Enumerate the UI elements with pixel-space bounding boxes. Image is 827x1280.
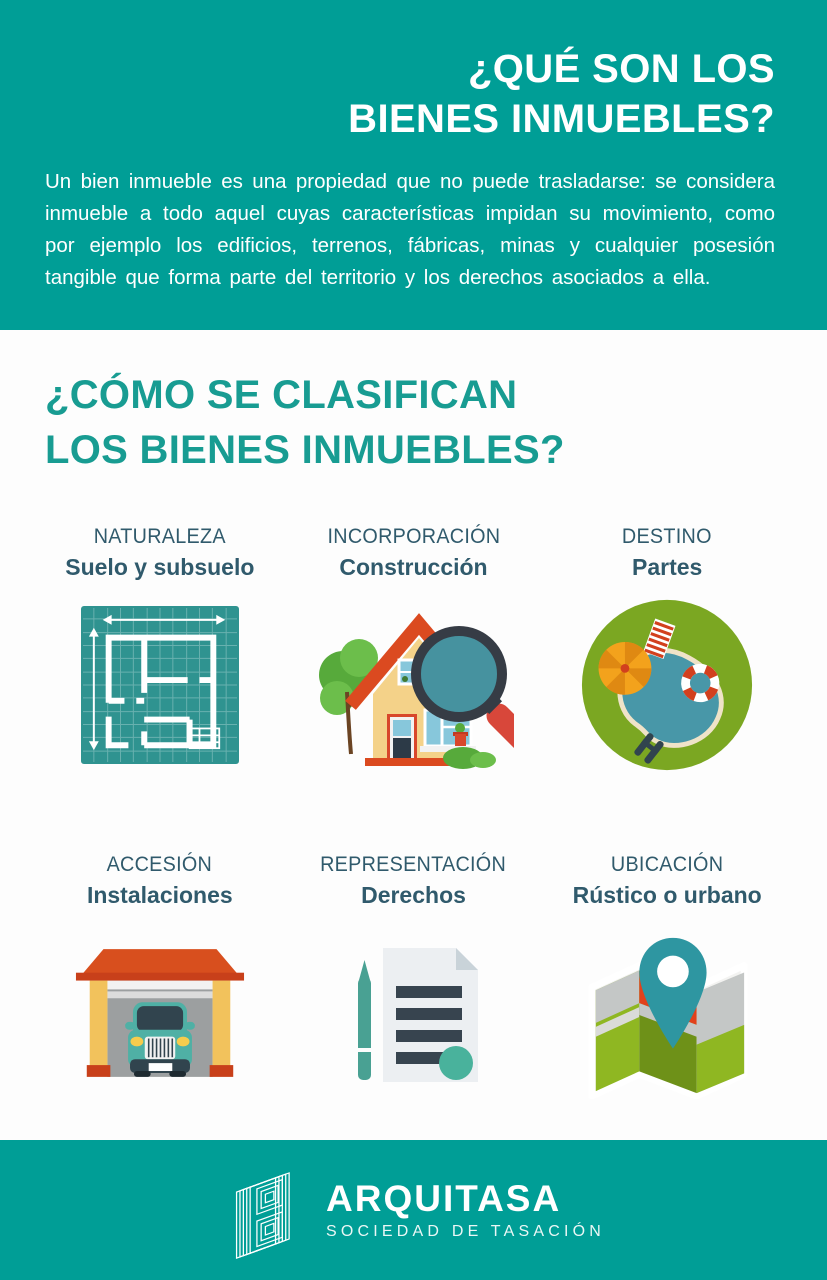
category-value: Construcción xyxy=(339,554,488,580)
deed-document-icon xyxy=(338,930,488,1095)
category-accesion xyxy=(45,852,275,1100)
category-criterion: INCORPORACIÓN xyxy=(327,524,500,548)
category-value: Instalaciones xyxy=(86,882,233,908)
icon-wrap xyxy=(579,597,755,772)
section-title-line2: LOS BIENES INMUEBLES? xyxy=(45,428,565,472)
pool-aerial-icon xyxy=(579,597,755,773)
icon-wrap xyxy=(74,925,246,1100)
classification-section xyxy=(0,330,827,1140)
footer-section xyxy=(0,1140,827,1280)
category-criterion: NATURALEZA xyxy=(93,524,226,548)
category-value: Suelo y subsuelo xyxy=(65,554,255,580)
category-criterion: REPRESENTACIÓN xyxy=(320,852,507,876)
page-title xyxy=(45,44,775,144)
header-section xyxy=(0,0,827,330)
section-title-line1: ¿CÓMO SE CLASIFICAN xyxy=(45,373,518,417)
section-title xyxy=(45,330,782,478)
icon-wrap xyxy=(81,597,239,772)
umbrella-shape xyxy=(599,641,652,694)
category-criterion: UBICACIÓN xyxy=(610,852,724,876)
category-value: Partes xyxy=(632,554,703,580)
brand-name: ARQUITASA xyxy=(326,1178,562,1219)
intro-paragraph: Un bien inmueble es una propiedad que no puede trasladarse: se considera inmueble a todo aquel cuyas características impidan su movimiento, como por ejemplo los edificios, terrenos, fábricas, minas y cualquier posesión tangible que forma parte del territorio y los derechos asociados a ella. xyxy=(45,170,775,289)
blueprint-icon xyxy=(81,605,239,765)
icon-wrap xyxy=(312,597,514,772)
category-incorporacion xyxy=(299,524,529,772)
category-grid xyxy=(45,524,782,1100)
category-criterion: DESTINO xyxy=(622,524,713,548)
icon-wrap xyxy=(338,925,488,1100)
brand-text xyxy=(326,1180,605,1240)
category-representacion xyxy=(299,852,529,1100)
garage-car-icon xyxy=(74,939,246,1087)
category-value: Derechos xyxy=(361,882,466,908)
category-criterion: ACCESIÓN xyxy=(107,852,213,876)
category-value: Rústico o urbano xyxy=(572,882,762,908)
map-pin-icon xyxy=(578,927,756,1099)
category-ubicacion xyxy=(552,852,782,1100)
arquitasa-logo-icon xyxy=(222,1160,302,1260)
category-destino xyxy=(552,524,782,772)
page-title-line1: ¿QUÉ SON LOS xyxy=(467,47,775,91)
brand-tagline: SOCIEDAD DE TASACIÓN xyxy=(326,1223,605,1240)
page-title-line2: BIENES INMUEBLES? xyxy=(348,97,775,141)
category-naturaleza xyxy=(45,524,275,772)
house-magnifier-icon xyxy=(312,600,514,770)
icon-wrap xyxy=(578,925,756,1100)
